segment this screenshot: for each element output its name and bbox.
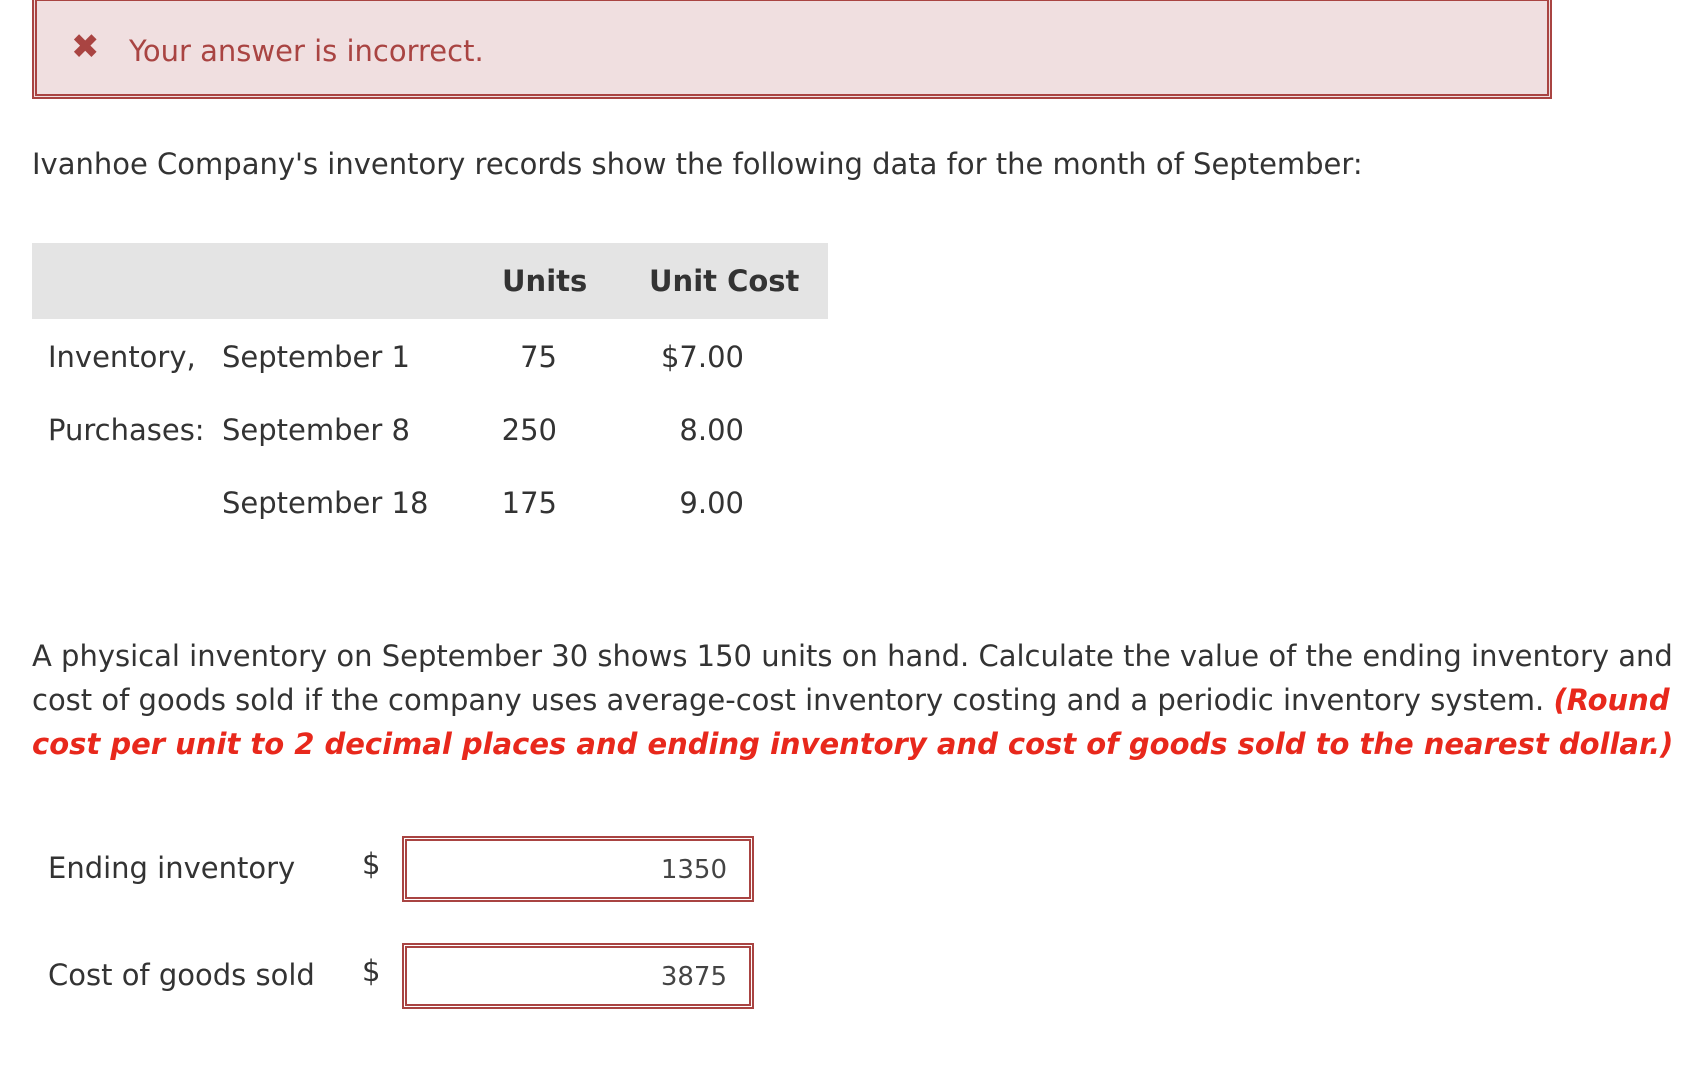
row-unit-cost: 8.00 — [679, 413, 744, 447]
table-header — [32, 243, 828, 319]
row-unit-cost: 9.00 — [679, 486, 744, 520]
intro-text: Ivanhoe Company's inventory records show the following data for the month of September: — [32, 147, 1363, 181]
feedback-message: Your answer is incorrect. — [129, 34, 484, 68]
currency-symbol: $ — [362, 847, 381, 881]
row-date: September 1 — [222, 340, 410, 374]
cost-of-goods-sold-input[interactable] — [402, 943, 754, 1009]
row-units: 250 — [501, 413, 557, 447]
header-unit-cost: Unit Cost — [649, 264, 800, 298]
row-label: Purchases: — [48, 413, 205, 447]
cost-of-goods-sold-label: Cost of goods sold — [48, 958, 315, 992]
rounding-instruction: (Round cost per unit to 2 decimal places and ending inventory and cost of goods sold to the nearest dollar.) — [32, 683, 1674, 761]
row-label: Inventory, — [48, 340, 196, 374]
question-text — [32, 634, 1682, 766]
row-units: 175 — [501, 486, 557, 520]
cost-of-goods-sold-value: 3875 — [660, 962, 727, 992]
row-date: September 18 — [222, 486, 429, 520]
question-body: A physical inventory on September 30 shows 150 units on hand. Calculate the value of the ending inventory and cost of goods sold if the company uses average-cost inventory costing and a periodic inventory system. — [32, 639, 1673, 717]
ending-inventory-value: 1350 — [660, 855, 727, 885]
row-date: September 8 — [222, 413, 410, 447]
ending-inventory-label: Ending inventory — [48, 851, 296, 885]
currency-symbol: $ — [362, 954, 381, 988]
ending-inventory-input[interactable] — [402, 836, 754, 902]
row-unit-cost: $7.00 — [660, 340, 744, 374]
row-units: 75 — [520, 340, 557, 374]
x-icon: ✖ — [71, 27, 100, 67]
header-units: Units — [502, 264, 588, 298]
feedback-banner — [32, 0, 1552, 99]
